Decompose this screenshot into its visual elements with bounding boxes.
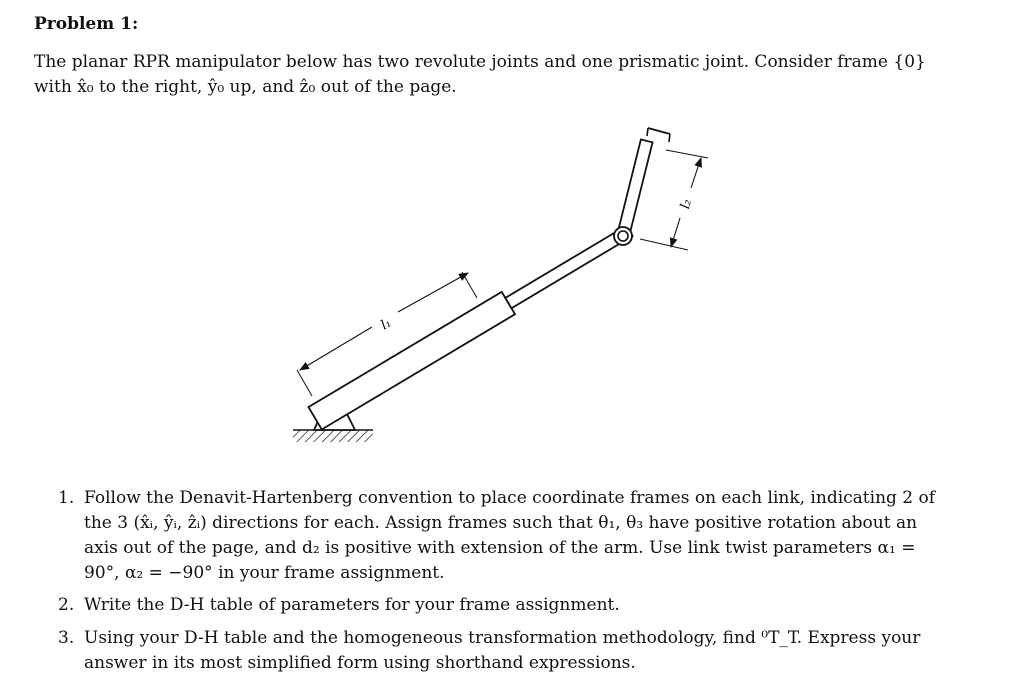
question-text: Follow the Denavit-Hartenberg convention to place coordinate frames on each link, indicating 2 of the 3 (x̂ᵢ, ŷᵢ, ẑᵢ) directions for each. Assign frames such that θ₁, θ₃ have positive rotation about an axis out of the page, and d₂ is positive with extension of the arm. Use link twist parameters α₁ = 90°, α₂ = −90° in your frame assignment. xyxy=(84,488,936,583)
ground-support xyxy=(293,430,373,442)
question-number: 2. xyxy=(58,595,75,615)
problem-title: Problem 1: xyxy=(34,14,139,34)
question-1 xyxy=(58,486,948,586)
label-l1: l₁ xyxy=(378,315,395,334)
label-l2: l₂ xyxy=(678,197,695,211)
question-3 xyxy=(58,626,948,676)
dimension-l2 xyxy=(640,150,708,250)
question-text: Write the D-H table of parameters for your frame assignment. xyxy=(84,595,620,615)
end-effector-cap xyxy=(648,128,670,134)
question-2 xyxy=(58,593,948,618)
elbow-revolute-joint xyxy=(614,227,632,245)
end-effector-cap-side xyxy=(669,134,670,142)
question-number: 3. xyxy=(58,628,75,648)
rpr-manipulator-diagram xyxy=(280,112,720,452)
question-number: 1. xyxy=(58,488,75,508)
link-2 xyxy=(617,139,652,237)
problem-intro: The planar RPR manipulator below has two revolute joints and one prismatic joint. Consider frame {0} with x̂₀ to the right, ŷ₀ up, and ẑ₀ out of the page. xyxy=(34,52,926,97)
question-text: Using your D-H table and the homogeneous transformation methodology, find ⁰T_T. Express your answer in its most simplified form using shorthand expressions. xyxy=(84,628,921,673)
link-1-sleeve xyxy=(308,292,515,430)
end-effector-cap-side xyxy=(647,128,648,136)
